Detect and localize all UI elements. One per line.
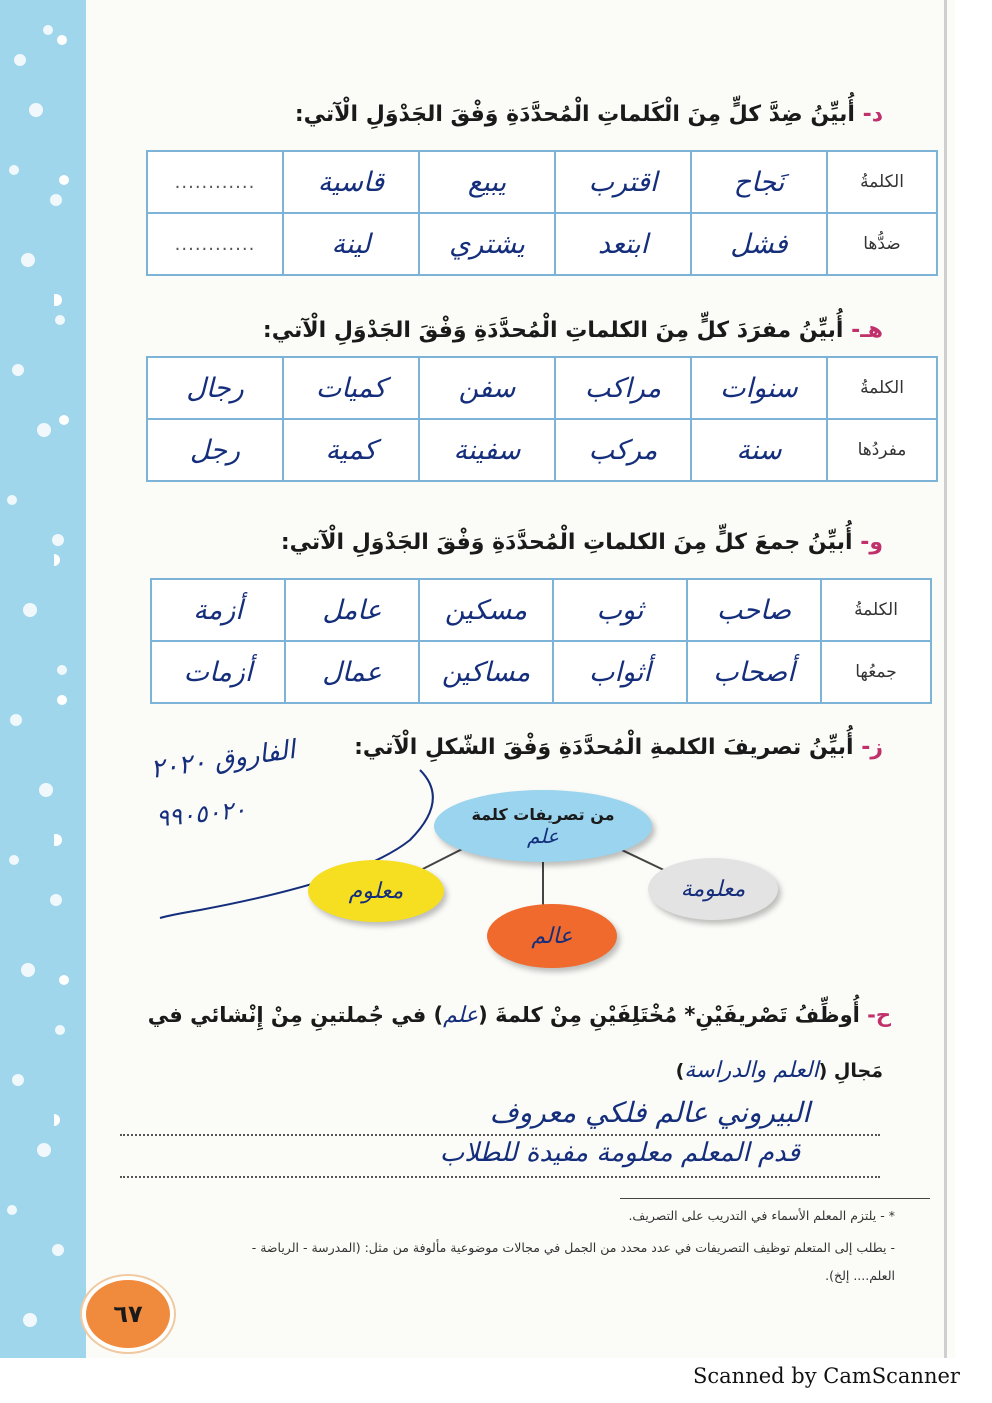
table-cell[interactable]: مركب [555, 419, 691, 481]
table-cell[interactable]: فشل [691, 213, 827, 275]
page-edge-line [944, 0, 947, 1358]
center-bubble-word[interactable]: علم [527, 823, 559, 848]
table-cell[interactable]: أثواب [553, 641, 687, 703]
table-cell[interactable]: يبيع [419, 151, 555, 213]
decorative-side-strip [0, 0, 86, 1358]
sentence-2: قدم المعلم معلومة مفيدة للطلاب [439, 1138, 800, 1168]
table-cell[interactable]: اقترب [555, 151, 691, 213]
footnote-2: - يطلب إلى المتعلم توظيف التصريفات في عدد محدد من الجمل في مجالات موضوعية مألوفة من مثل: (المدرسة - الرياضة - [251, 1240, 895, 1255]
table-row [147, 151, 937, 213]
table-cell[interactable]: سفينة [419, 419, 555, 481]
sentence-1: البيروني عالم فلكي معروف [489, 1096, 810, 1129]
table-row [151, 579, 931, 641]
section-w-title [281, 530, 883, 555]
section-w-mark: و- [860, 530, 883, 555]
section-h2-text-1: أُوظِّفُ تَصْريفَيْنِ* مُخْتَلِفَيْنِ مِنْ كلمةَ ( [478, 1003, 860, 1027]
field-line [676, 1058, 883, 1083]
table-row [147, 357, 937, 419]
table-cell[interactable]: أزمات [151, 641, 285, 703]
section-w-text: أُبيِّنُ جمعَ كلٍّ مِنَ الكلماتِ الْمُحدَّدَةِ وَفْقَ الجَدْوَلِ الْآتي: [280, 530, 853, 555]
sentence-line-1[interactable] [120, 1098, 880, 1136]
center-bubble [434, 790, 652, 862]
singulars-table [146, 356, 938, 482]
table-cell[interactable]: مسكين [419, 579, 553, 641]
table-cell[interactable]: نَجاح [691, 151, 827, 213]
scanner-credit: Scanned by CamScanner [693, 1364, 960, 1388]
row-label-word: الكلمةُ [821, 579, 931, 641]
row-label-opposite: ضدُّها [827, 213, 937, 275]
footnote-1: * - يلتزم المعلم الأسماء في التدريب على التصريف. [628, 1208, 895, 1223]
page-number-badge: ٦٧ [82, 1276, 174, 1352]
row-label-word: الكلمةُ [827, 151, 937, 213]
table-cell[interactable]: أزمة [151, 579, 285, 641]
center-bubble-label: من تصريفات كلمة [471, 804, 615, 824]
right-bubble[interactable]: معلومة [648, 858, 778, 920]
table-cell[interactable]: قاسية [283, 151, 419, 213]
section-h2-title [148, 1003, 891, 1028]
table-cell[interactable]: ثوب [553, 579, 687, 641]
section-h2-mark: ح- [867, 1003, 891, 1027]
section-z-text: أُبيِّنُ تصريفَ الكلمةِ الْمُحدَّدَةِ وَفْقَ الشّكلِ الْآتي: [354, 735, 854, 760]
row-label-word: الكلمةُ [827, 357, 937, 419]
section-h2-text-2: ) في جُملتينِ مِنْ إِنْشائي في [147, 1003, 444, 1027]
section-h-title [263, 318, 883, 343]
field-label: مَجالِ ( [818, 1060, 883, 1082]
table-cell[interactable]: أصحاب [687, 641, 821, 703]
section-h-text: أُبيِّنُ مفرَدَ كلٍّ مِنَ الكلماتِ الْمُحدَّدَةِ وَفْقَ الجَدْوَلِ الْآتي: [262, 318, 844, 343]
bottom-bubble[interactable]: عالم [487, 904, 617, 968]
table-cell[interactable]: كمية [283, 419, 419, 481]
section-d-text: أُبيِّنُ ضِدَّ كلٍّ مِنَ الْكَلماتِ الْمُحدَّدَةِ وَفْقَ الجَدْوَلِ الْآتي: [294, 102, 855, 127]
handwritten-note-2: ٩٩٠٥٠٢٠ [154, 795, 248, 833]
row-label-plural: جمعُها [821, 641, 931, 703]
table-cell[interactable]: سنة [691, 419, 827, 481]
section-d-mark: د- [862, 102, 883, 127]
table-cell[interactable]: مساكين [419, 641, 553, 703]
table-cell[interactable]: سفن [419, 357, 555, 419]
table-cell[interactable]: ............ [147, 151, 283, 213]
table-cell[interactable]: سنوات [691, 357, 827, 419]
handwritten-note-1: الفاروق ٢٠٢٠ [148, 735, 298, 785]
left-bubble[interactable]: معلوم [308, 860, 444, 922]
table-cell[interactable]: يشتري [419, 213, 555, 275]
section-z-mark: ز- [861, 735, 883, 760]
table-row [151, 641, 931, 703]
field-value[interactable]: العلم والدراسة [684, 1058, 819, 1083]
table-cell[interactable]: عامل [285, 579, 419, 641]
dots-pattern-icon [0, 0, 86, 1358]
table-cell[interactable]: كميات [283, 357, 419, 419]
table-cell[interactable]: عمال [285, 641, 419, 703]
footnote-divider [620, 1198, 930, 1199]
table-cell[interactable]: لينة [283, 213, 419, 275]
table-cell[interactable]: رجل [147, 419, 283, 481]
section-d-title [295, 102, 883, 127]
table-cell[interactable]: ابتعد [555, 213, 691, 275]
opposites-table [146, 150, 938, 276]
sentence-line-2[interactable] [120, 1140, 880, 1178]
row-label-singular: مفردُها [827, 419, 937, 481]
section-h-mark: هـ- [851, 318, 883, 343]
table-row [147, 419, 937, 481]
table-cell[interactable]: مراكب [555, 357, 691, 419]
table-cell[interactable]: صاحب [687, 579, 821, 641]
section-h2-word[interactable]: علم [443, 1003, 479, 1028]
table-cell[interactable]: رجال [147, 357, 283, 419]
plurals-table [150, 578, 932, 704]
field-close: ) [675, 1060, 685, 1082]
table-cell[interactable]: ............ [147, 213, 283, 275]
table-row [147, 213, 937, 275]
section-z-title [354, 735, 883, 760]
footnote-3: العلم.... إلخ). [825, 1268, 895, 1283]
